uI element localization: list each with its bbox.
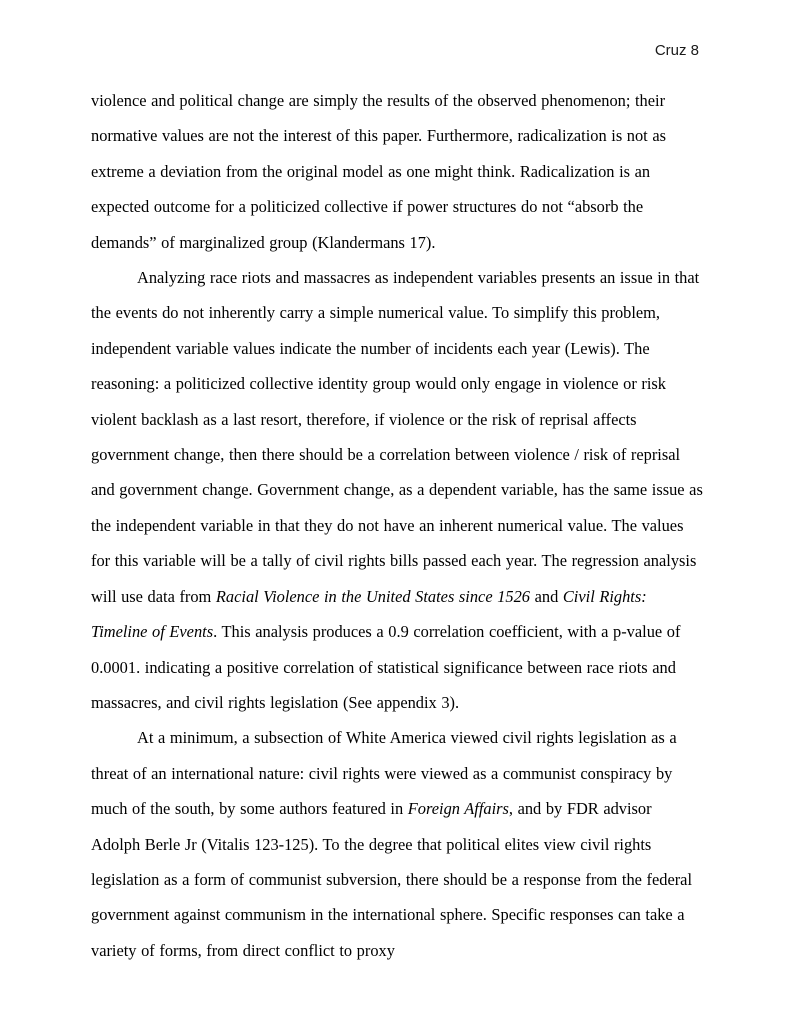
text-run: violence and political change are simply the results of the observed phenomenon; their normative values are not the interest of this paper. Furthermore, radicalization is not as extreme a deviation from the original model as one might think. Radicalization is an expected outcome for a politicized collective if power structures do not “absorb the demands” of marginalized group (Klandermans 17). bbox=[91, 91, 666, 252]
paragraph bbox=[91, 720, 703, 968]
italic-text-run: Racial Violence in the United States since 1526 bbox=[215, 586, 530, 606]
text-run: Analyzing race riots and massacres as independent variables presents an issue in that the events do not inherently carry a simple numerical value. To simplify this problem, independent variable values indicate the number of incidents each year (Lewis). The reasoning: a politicized collective identity group would only engage in violence or risk violent backlash as a last resort, therefore, if violence or the risk of reprisal affects government change, then there should be a correlation between violence / risk of reprisal and government change. Government change, as a dependent variable, has the same issue as the independent variable in that they do not have an inherent numerical value. The values for this variable will be a tally of civil rights bills passed each year. The regression analysis will use data from bbox=[91, 268, 703, 606]
paragraph bbox=[91, 260, 703, 720]
italic-text-run: Foreign Affairs bbox=[407, 799, 509, 819]
text-run: and bbox=[530, 586, 563, 606]
page-header-number: Cruz 8 bbox=[654, 42, 699, 59]
paragraph bbox=[91, 83, 703, 260]
text-run: . This analysis produces a 0.9 correlation coefficient, with a p-value of 0.0001. indicating a positive correlation of statistical significance between race riots and massacres, and civil rights legislation (See appendix 3). bbox=[91, 622, 681, 712]
text-run: , and by FDR advisor Adolph Berle Jr (Vitalis 123-125). To the degree that political elites view civil rights legislation as a form of communist subversion, there should be a response from the federal government against communism in the international sphere. Specific responses can take a variety of forms, from direct conflict to proxy bbox=[91, 799, 693, 960]
text-run: At a minimum, a subsection of White America viewed civil rights legislation as a threat of an international nature: civil rights were viewed as a communist conspiracy by much of the south, by some authors featured in bbox=[91, 728, 677, 819]
italic-text-run: Civil Rights: Timeline of Events bbox=[91, 586, 647, 642]
document-body bbox=[91, 83, 703, 968]
